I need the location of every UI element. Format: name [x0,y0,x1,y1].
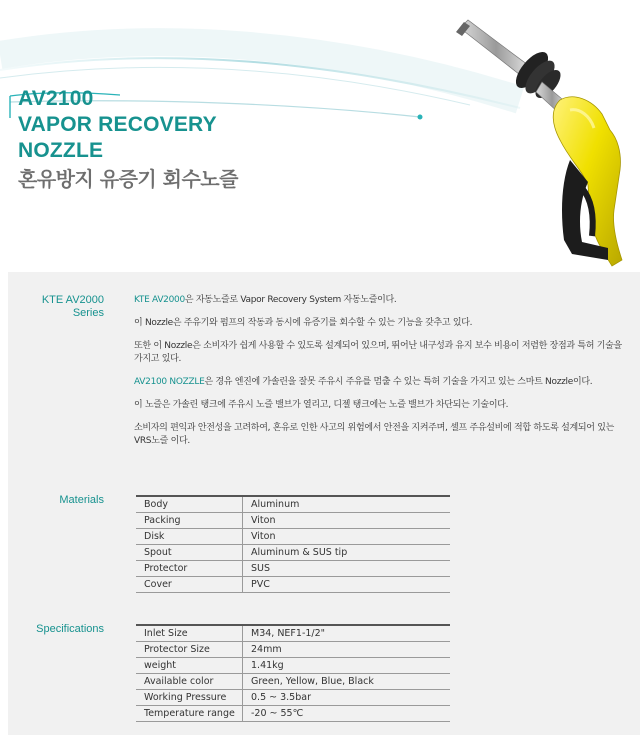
row-value: PVC [243,577,451,593]
desc-text: 은 경유 엔진에 가솔린을 잘못 주유시 주유를 멈출 수 있는 특허 기술을 가지고 있는 스마트 Nozzle이다. [204,377,593,387]
table-row [136,658,450,674]
row-key: Packing [136,513,243,529]
materials-label: Materials [59,494,104,506]
highlight-series: KTE AV2000 [134,295,185,305]
sidebar [8,272,112,735]
title-nozzle: NOZZLE [18,139,104,162]
row-value: Viton [243,513,451,529]
table-row [136,561,450,577]
table-row [136,545,450,561]
row-key: weight [136,658,243,674]
table-row [136,496,450,513]
series-name: KTE AV2000 [41,294,104,306]
row-value: SUS [243,561,451,577]
row-key: Spout [136,545,243,561]
table-row [136,690,450,706]
row-key: Protector Size [136,642,243,658]
table-row [136,577,450,593]
row-value: Green, Yellow, Blue, Black [243,674,451,690]
table-row [136,642,450,658]
table-row [136,513,450,529]
specifications-label: Specifications [36,623,104,635]
row-value: Aluminum [243,496,451,513]
main-content [120,272,640,735]
desc-paragraph-1 [134,294,624,307]
row-value: M34, NEF1-1/2" [243,625,451,642]
title-korean: 혼유방지 유증기 회수노즐 [18,167,238,191]
row-value: 0.5 ~ 3.5bar [243,690,451,706]
content-panel [8,272,640,735]
description [134,294,624,458]
specifications-table [136,624,450,722]
row-key: Body [136,496,243,513]
desc-paragraph-6: 소비자의 편익과 안전성을 고려하여, 혼유로 인한 사고의 위험에서 안전을 지켜주며, 셀프 주유설비에 적합 하도록 설계되어 있는 VRS노즐 이다. [134,423,615,446]
row-key: Protector [136,561,243,577]
series-suffix: Series [72,307,104,319]
highlight-model: AV2100 NOZZLE [134,377,205,387]
desc-paragraph-3: 또한 이 Nozzle은 소비자가 쉽게 사용할 수 있도록 설계되어 있으며, 뛰어난 내구성과 유지 보수 비용이 저렴한 장점과 특허 기술을 가지고 있다. [134,341,622,364]
table-row [136,674,450,690]
table-row [136,529,450,545]
desc-paragraph-5: 이 노즐은 가솔린 탱크에 주유시 노즐 밸브가 열리고, 디젤 탱크에는 노즐 밸브가 차단되는 기술이다. [134,400,509,410]
row-value: Viton [243,529,451,545]
series-label [42,294,104,320]
title-model: AV2100 [18,87,94,110]
desc-paragraph-4 [134,376,624,389]
row-value: 24mm [243,642,451,658]
row-key: Disk [136,529,243,545]
fuel-nozzle-image [442,10,632,270]
table-row [136,625,450,642]
materials-table [136,495,450,593]
row-value: Aluminum & SUS tip [243,545,451,561]
hero-banner [0,0,640,270]
row-value: -20 ~ 55℃ [243,706,451,722]
row-value: 1.41kg [243,658,451,674]
row-key: Available color [136,674,243,690]
title-vapor-recovery: VAPOR RECOVERY [18,113,217,136]
row-key: Cover [136,577,243,593]
row-key: Temperature range [136,706,243,722]
row-key: Working Pressure [136,690,243,706]
row-key: Inlet Size [136,625,243,642]
table-row [136,706,450,722]
desc-text: 은 자동노즐로 Vapor Recovery System 자동노즐이다. [184,295,397,305]
desc-paragraph-2: 이 Nozzle은 주유기와 펌프의 작동과 동시에 유증기를 회수할 수 있는 기능을 갖추고 있다. [134,318,473,328]
title-block [18,86,238,193]
